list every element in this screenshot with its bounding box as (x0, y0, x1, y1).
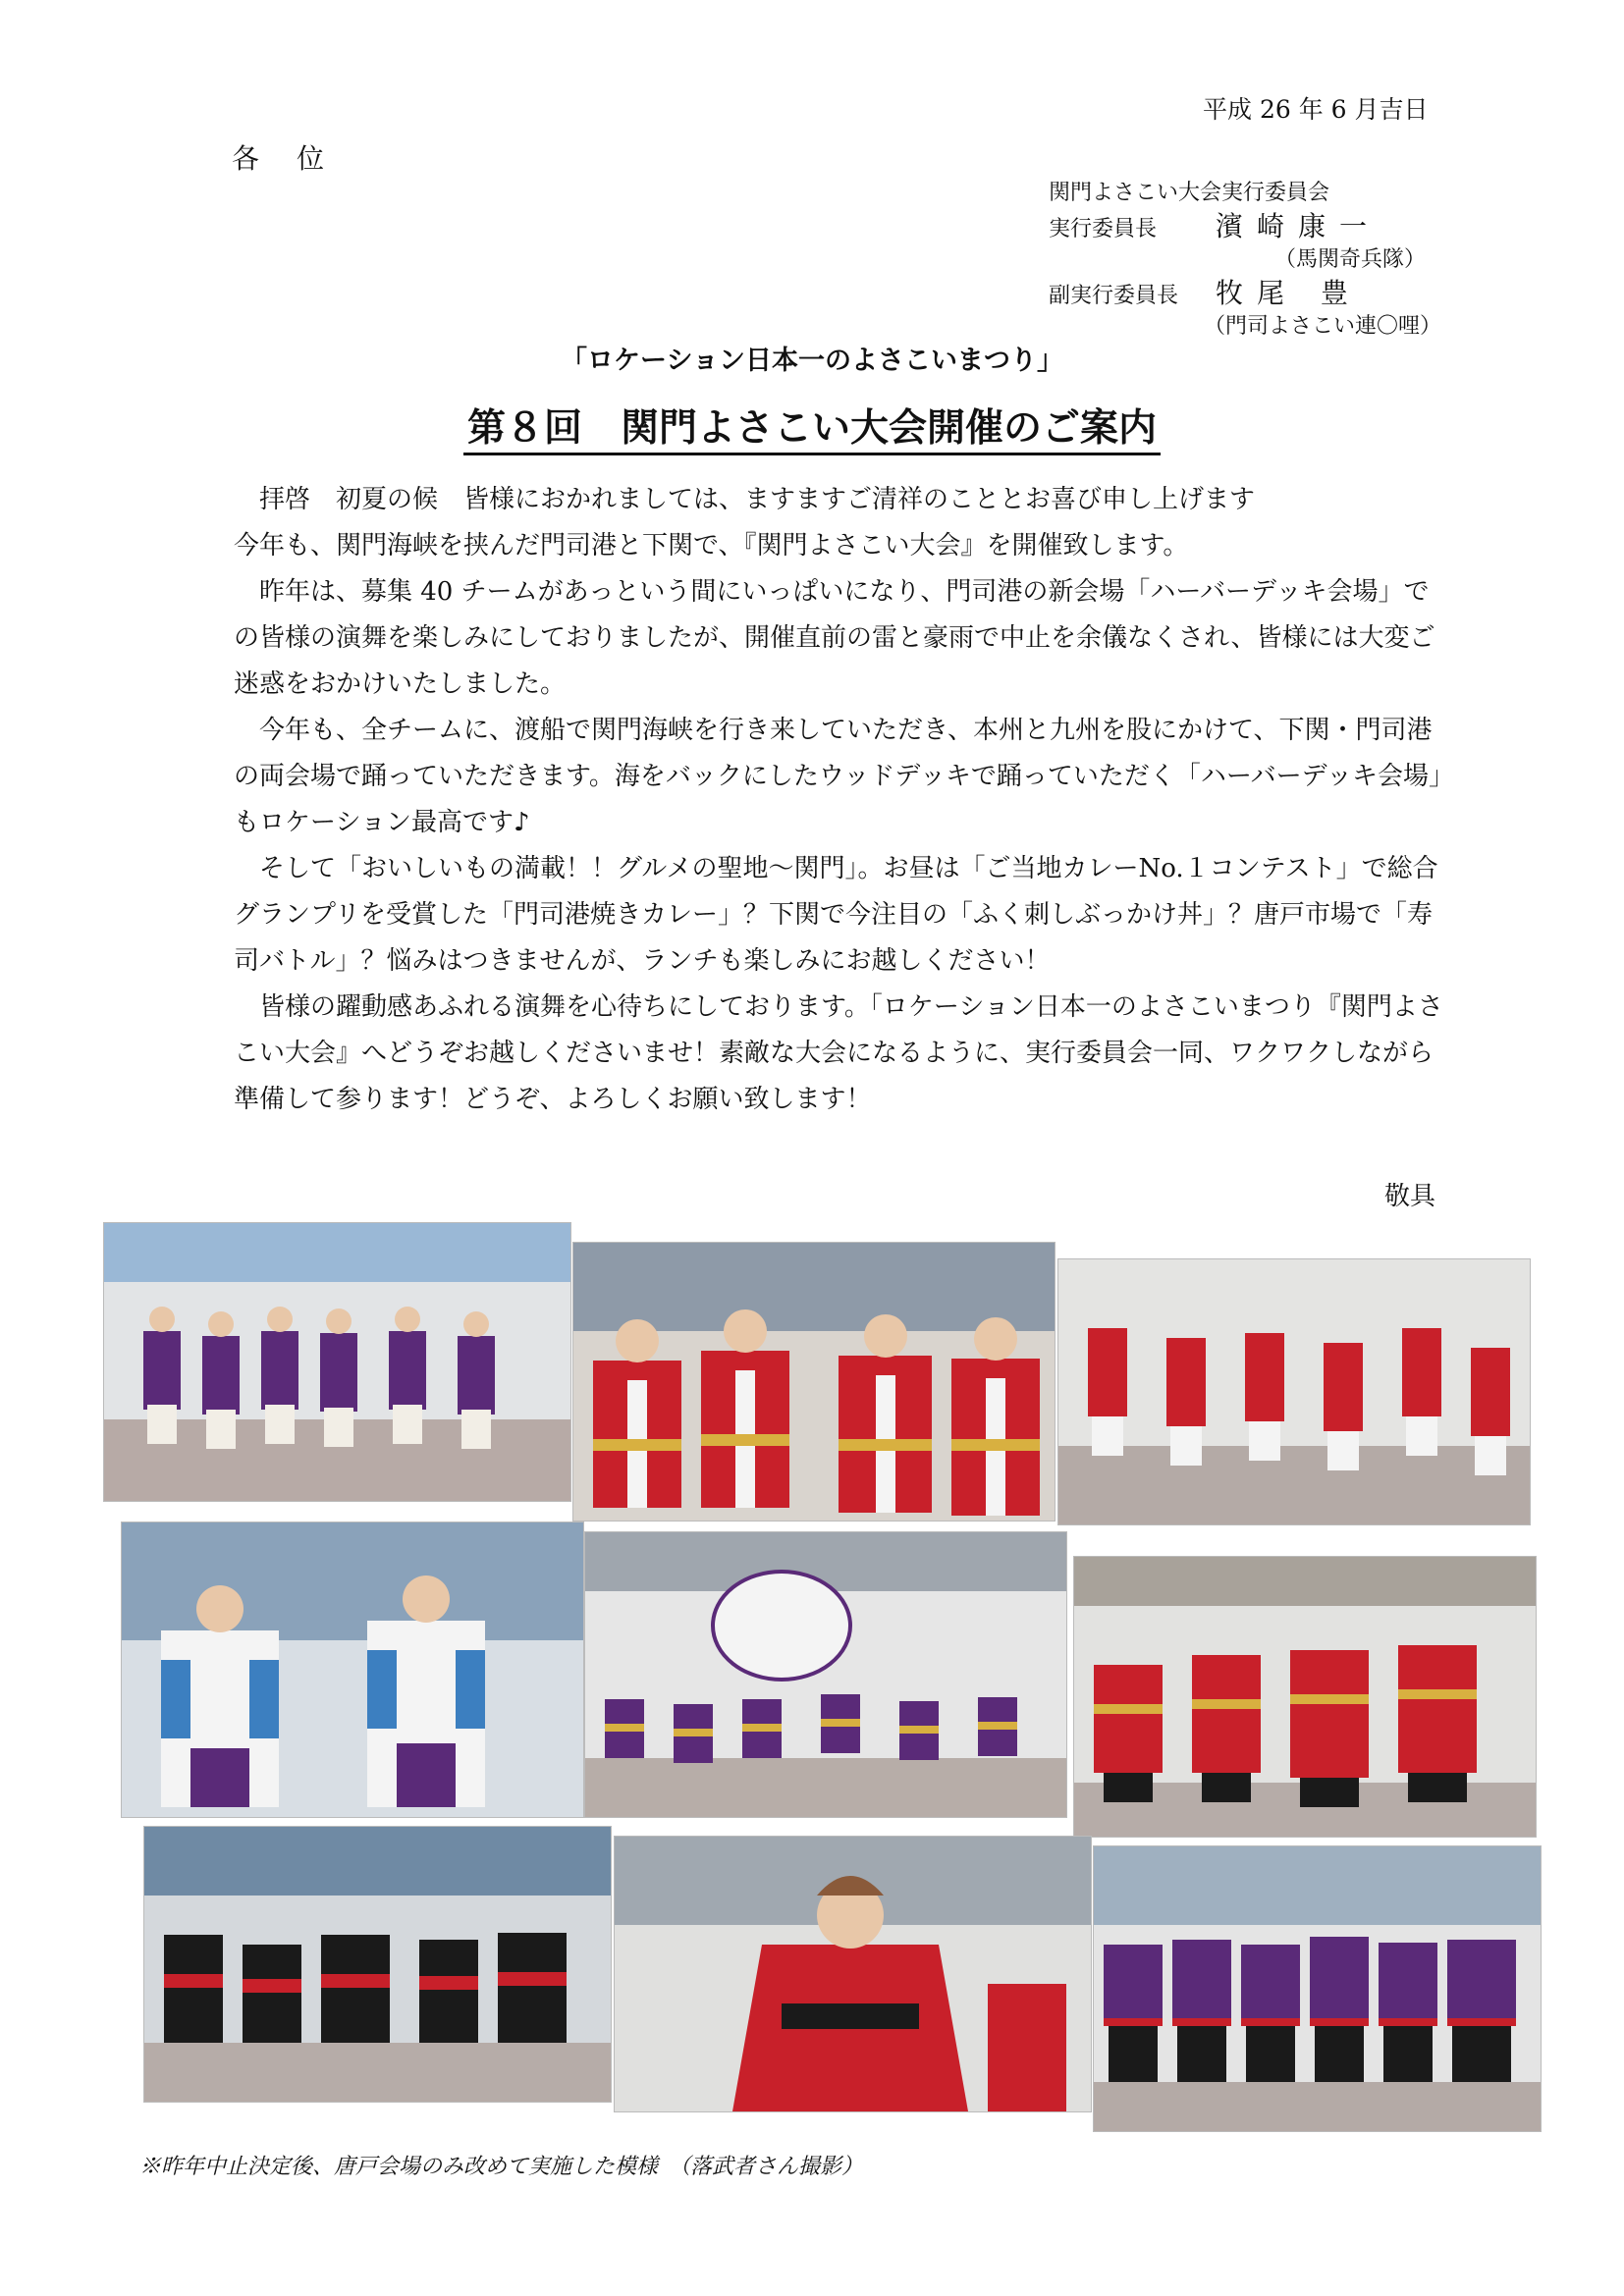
chair-affiliation-row (1049, 243, 1427, 277)
event-subtitle: 「ロケーション日本一のよさこいまつり」 (561, 346, 1063, 376)
chair-name: 濱崎康一 (1216, 210, 1381, 242)
chair-row (1049, 210, 1380, 243)
vice-affiliation: （門司よさこい連〇哩） (1204, 314, 1442, 339)
chair-role: 実行委員長 (1049, 217, 1158, 241)
closing-keigu: 敬具 (1384, 1182, 1436, 1211)
vice-row (1049, 277, 1380, 310)
photo-dancers-blue-white (121, 1522, 584, 1818)
paragraph-venues: 今年も、全チームに、渡船で関門海峡を行き来していただき、本州と九州を股にかけて、下関・門司港の両会場で踊っていただきます。海をバックにしたウッドデッキで踊っていただく「ハーバーデッキ会場」もロケーション最高です♪ (234, 716, 1442, 837)
paragraph-gourmet: そして「おいしいもの満載！！グルメの聖地～関門」。お昼は「ご当地カレーNo.１コンテスト」で総合グランプリを受賞した「門司港焼きカレー」？下関で今注目の「ふく刺しぶっかけ丼」？唐戸市場で「寿司バトル」？悩みはつきませんが、ランチも楽しみにお越しください！ (234, 854, 1438, 976)
paragraph-last-year: 昨年は、募集 40 チームがあっという間にいっぱいになり、門司港の新会場「ハーバーデッキ会場」での皆様の演舞を楽しみにしておりましたが、開催直前の雷と豪雨で中止を余儀なくされ、皆様には大変ご迷惑をおかけいたしました。 (234, 577, 1435, 699)
paragraph-announcement: 今年も、関門海峡を挟んだ門司港と下関で、『関門よさこい大会』を開催致します。 (234, 531, 1189, 561)
paragraph-greeting: 拝啓 初夏の候 皆様におかれましては、ますますご清祥のこととお喜び申し上げます (259, 485, 1256, 514)
page-title (0, 398, 1624, 453)
page-title-text: 第８回 関門よさこい大会開催のご案内 (463, 406, 1161, 455)
photo-dancer-red-kimono-closeup (614, 1836, 1092, 2112)
photo-dancers-purple-black (1093, 1845, 1542, 2132)
photo-dancers-flag (584, 1531, 1067, 1818)
addressee: 各位 (232, 142, 362, 175)
vice-role: 副実行委員長 (1049, 284, 1179, 308)
letter-date: 平成 26 年 6 月吉日 (1203, 95, 1429, 124)
sender-org: 関門よさこい大会実行委員会 (1049, 181, 1330, 205)
photo-dancers-red-black-group (1073, 1556, 1537, 1838)
chair-affiliation: （馬関奇兵隊） (1274, 247, 1427, 272)
photo-dancers-red-costumes (572, 1242, 1056, 1522)
photo-dancers-purple-row (103, 1222, 571, 1502)
vice-name: 牧尾 豊 (1216, 277, 1362, 309)
photo-caption: ※昨年中止決定後、唐戸会場のみ改めて実施した模様 （落武者さん撮影） (139, 2155, 864, 2179)
paragraph-invitation: 皆様の躍動感あふれる演舞を心待ちにしております。「ロケーション日本一のよさこいまつり『関門よさこい大会』へどうぞお越しくださいませ！素敵な大会になるように、実行委員会一同、ワクワクしながら準備して参ります！どうぞ、よろしくお願い致します！ (234, 992, 1443, 1114)
photo-dancers-black-kimono (143, 1826, 612, 2103)
photo-dancers-street-red (1057, 1258, 1531, 1525)
letter-body (234, 477, 1451, 1123)
sender-block (1049, 177, 1442, 344)
